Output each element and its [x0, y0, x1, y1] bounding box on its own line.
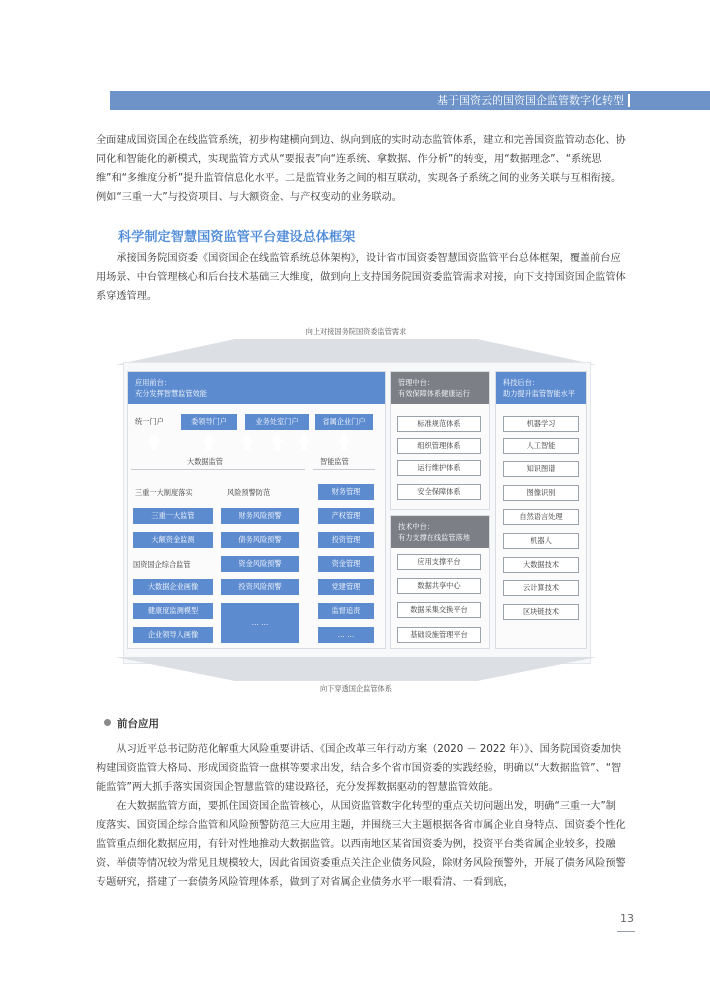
front-title-1: 应用前台： — [135, 378, 171, 387]
front-panel-head — [128, 372, 385, 404]
col1-header-2: 国资国企综合监管 — [133, 560, 191, 569]
col2-header: 风险预警防范 — [227, 488, 271, 497]
portal-label: 统一门户 — [135, 417, 164, 426]
tech-panel-head — [391, 516, 489, 548]
col2-item: 债务风险预警 — [221, 532, 299, 548]
body-text-2: 在大数据监管方面，要抓住国资国企监管核心，从国资监管数字化转型的重点关切问题出发，明确“三重一大”制度落实、国资国企综合监管和风险预警防范三大应用主题，并围绕三大主题根据各省市属企业自身特点、国资委个性化监管重点细化数据应用，有针对性地推动大数据监管。以西南地区某省国资委为例，投资平台类省属企业较多，投融资、举债等情况较为常见且规模较大，因此省国资委重点关注企业债务风险，除财务风险预警外，开展了债务风险预警专题研究，搭建了一套债务风险管理体系，做到了对省属企业债务水平一眼看清、一看到底， — [96, 801, 626, 888]
middle-item: 标准规范体系 — [397, 416, 481, 432]
back-title-2: 助力提升监管智能水平 — [503, 389, 575, 398]
smart-label: 智能监管 — [320, 457, 349, 466]
middle-title-2: 有效保障体系健康运行 — [398, 389, 470, 398]
tech-title-2: 有力支撑在线监管落地 — [398, 533, 470, 542]
arrow-up-icon — [147, 434, 161, 450]
back-item: 大数据技术 — [503, 557, 579, 573]
bullet-icon — [104, 719, 111, 726]
arrow-up-icon — [270, 434, 284, 450]
portal-enterprise: 省属企业门户 — [315, 414, 373, 430]
col1-item: 大额资金监测 — [133, 532, 213, 548]
col3-item: 投资管理 — [318, 532, 374, 548]
arrow-up-icon — [202, 434, 216, 450]
arrow-up-icon — [337, 434, 351, 450]
portal-leader: 委领导门户 — [181, 414, 237, 430]
diagram-caption-bottom: 向下穿透国企监管体系 — [320, 684, 392, 693]
col1-item: 三重一大监管 — [133, 508, 213, 524]
arrow-up-icon — [240, 434, 254, 450]
section-title: 科学制定智慧国资监管平台建设总体框架 — [118, 230, 356, 245]
col1-item: 企业领导人画像 — [133, 627, 213, 643]
col3-item: 资金管理 — [318, 556, 374, 572]
tech-item: 数据采集交换平台 — [397, 602, 481, 618]
intro-paragraph — [96, 131, 626, 207]
header-bar — [110, 91, 710, 110]
tech-item: 应用支撑平台 — [397, 554, 481, 570]
tech-item: 数据共享中心 — [397, 578, 481, 594]
body-text-1: 从习近平总书记防范化解重大风险重要讲话、《国企改革三年行动方案（2020 － 2022 年）》、国务院国资委加快构建国资监管大格局、形成国资监管一盘棋等要求出发，结合多个省市国资委的实践经验，明确以“大数据监管”、“智能监管”两大抓手落实国资国企智慧监管的建设路径，充分发挥数据驱动的智慧监管效能。 — [96, 744, 622, 793]
col2-item: 资金风险预警 — [221, 556, 299, 572]
back-item: 机器学习 — [503, 416, 579, 432]
divider — [313, 469, 375, 470]
col3-item: 党建管理 — [318, 579, 374, 595]
bottom-trapezoid — [115, 657, 597, 683]
back-item: 云计算技术 — [503, 580, 579, 596]
header-separator — [628, 94, 630, 107]
col1-header: 三重一大制度落实 — [135, 488, 193, 497]
tech-item: 基础设施管理平台 — [397, 627, 481, 643]
subsection-title-text: 前台应用 — [117, 718, 159, 730]
back-item: 自然语言处理 — [503, 509, 579, 525]
back-item: 区块链技术 — [503, 604, 579, 620]
divider — [131, 469, 305, 470]
page-number: 13 — [620, 912, 634, 925]
front-title-2: 充分发挥智慧监管效能 — [135, 389, 207, 398]
middle-item: 安全保障体系 — [397, 484, 481, 500]
col3-more: … … — [318, 627, 374, 643]
back-item: 知识图谱 — [503, 461, 579, 477]
col2-more: … … — [221, 603, 299, 643]
col2-item: 投资风险预警 — [221, 579, 299, 595]
bigdata-label: 大数据监管 — [187, 457, 223, 466]
col3-item: 财务管理 — [318, 484, 374, 500]
middle-item: 组织管理体系 — [397, 438, 481, 454]
middle-item: 运行维护体系 — [397, 460, 481, 476]
back-item: 人工智能 — [503, 438, 579, 454]
back-item: 图像识别 — [503, 485, 579, 501]
col3-item: 监督追责 — [318, 603, 374, 619]
col1-item: 大数据企业画像 — [133, 579, 213, 595]
section-text: 承接国务院国资委《国资国企在线监管系统总体架构》，设计省市国资委智慧国资监管平台总体框架，覆盖前台应用场景、中台管理核心和后台技术基础三大维度，做到向上支持国务院国资委监管需求对接，向下支持国资国企监管体系穿透管理。 — [96, 253, 626, 302]
back-panel-head — [496, 372, 586, 404]
back-title-1: 科技后台： — [503, 378, 539, 387]
back-item: 机器人 — [503, 533, 579, 549]
section-paragraph — [96, 249, 626, 306]
col2-item: 财务风险预警 — [221, 508, 299, 524]
middle-panel-head — [391, 372, 489, 404]
intro-text: 全面建成国资国企在线监管系统，初步构建横向到边、纵向到底的实时动态监管体系，建立和完善国资监管动态化、协同化和智能化的新模式，实现监管方式从“要报表”向“连系统、拿数据、作分析”的转变，用“数据理念”、“系统思维”和“多维度分析”提升监管信息化水平。二是监管业务之间的相互联动，实现各子系统之间的业务关联与互相衔接。例如“三重一大”与投资项目、与大额资金、与产权变动的业务联动。 — [96, 135, 626, 203]
diagram-caption-top: 向上对接国务院国资委监管需求 — [305, 327, 407, 336]
header-title: 基于国资云的国资国企监管数字化转型 — [437, 94, 624, 107]
middle-title-1: 管理中台： — [398, 378, 434, 387]
col3-item: 产权管理 — [318, 508, 374, 524]
body-paragraph-2 — [96, 797, 626, 892]
col1-item: 健康度监测模型 — [133, 603, 213, 619]
page-number-line — [617, 931, 635, 932]
framework-diagram — [115, 327, 597, 697]
subsection-title — [104, 716, 159, 731]
arrow-up-icon — [297, 434, 311, 450]
tech-title-1: 技术中台： — [398, 522, 434, 531]
body-paragraph-1 — [96, 740, 626, 797]
portal-department: 业务处室门户 — [245, 414, 309, 430]
